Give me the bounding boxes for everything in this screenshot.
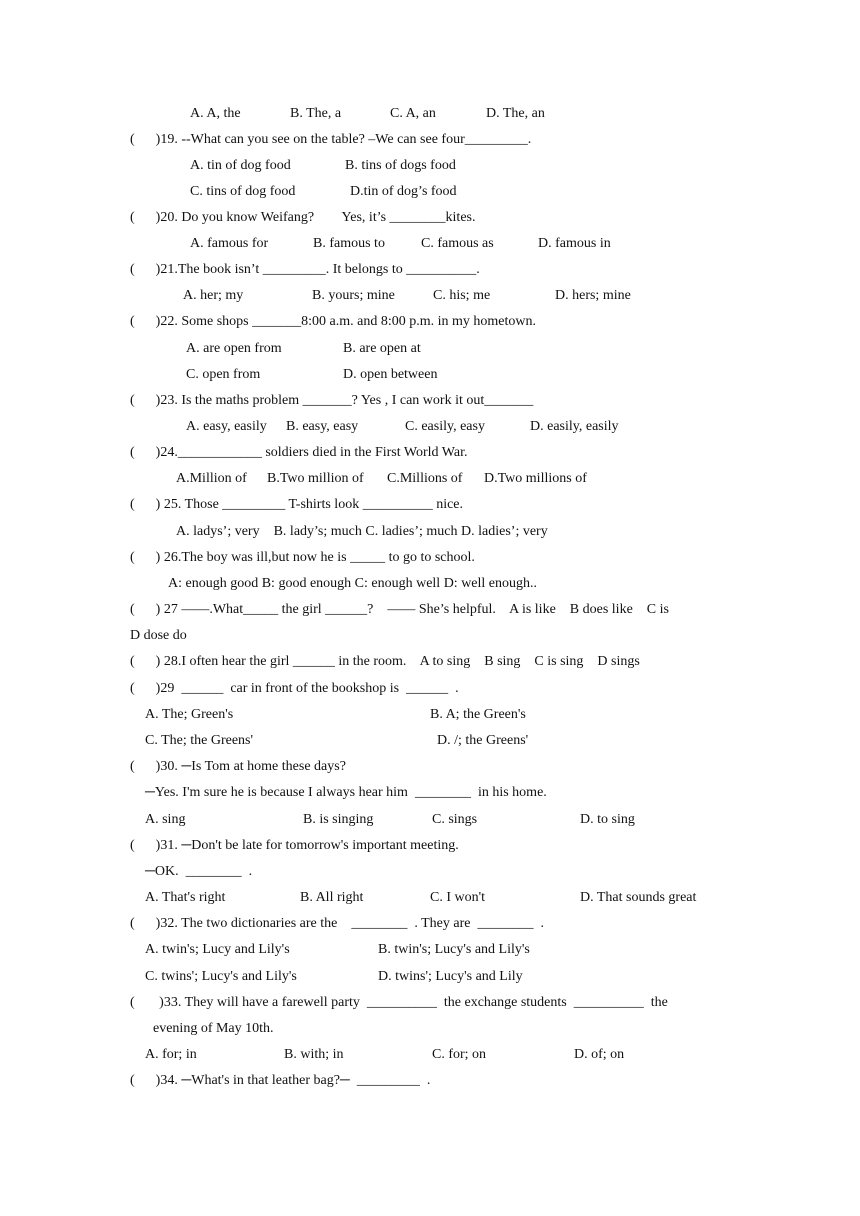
q27-question: ( ) 27 ——.What_____ the girl ______? —— She’s helpful. A is like B does like C is <box>130 602 669 617</box>
q18-option-a: A. A, the <box>190 106 241 121</box>
q33-option-d: D. of; on <box>574 1047 625 1062</box>
q32-option-a: A. twin's; Lucy and Lily's <box>145 942 290 957</box>
q33-option-a: A. for; in <box>145 1047 197 1062</box>
q21-question: ( )21.The book isn’t _________. It belongs to __________. <box>130 262 480 277</box>
q21-option-b: B. yours; mine <box>312 288 395 303</box>
q32-question: ( )32. The two dictionaries are the ________ . They are ________ . <box>130 916 544 931</box>
q22-option-c: C. open from <box>186 367 261 382</box>
q20-option-d: D. famous in <box>538 236 611 251</box>
q29-option-b: B. A; the Green's <box>430 707 526 722</box>
q32-option-d: D. twins'; Lucy's and Lily <box>378 969 523 984</box>
q31-option-d: D. That sounds great <box>580 890 697 905</box>
q33-question: ( )33. They will have a farewell party __________ the exchange students __________ the <box>130 995 668 1010</box>
q19-option-a: A. tin of dog food <box>190 158 291 173</box>
q24-option-d: D.Two millions of <box>484 471 587 486</box>
q19-option-c: C. tins of dog food <box>190 184 296 199</box>
q24-question: ( )24.____________ soldiers died in the First World War. <box>130 445 468 460</box>
q26-options: A: enough good B: good enough C: enough well D: well enough.. <box>168 576 538 591</box>
q18-option-b: B. The, a <box>290 106 342 121</box>
q23-option-d: D. easily, easily <box>530 419 619 434</box>
q23-question: ( )23. Is the maths problem _______? Yes , I can work it out_______ <box>130 393 534 408</box>
q18-option-c: C. A, an <box>390 106 436 121</box>
q23-option-b: B. easy, easy <box>286 419 359 434</box>
q22-question: ( )22. Some shops _______8:00 a.m. and 8:00 p.m. in my hometown. <box>130 314 536 329</box>
q25-question: ( ) 25. Those _________ T-shirts look __________ nice. <box>130 497 464 512</box>
q32-option-b: B. twin's; Lucy's and Lily's <box>378 942 530 957</box>
q20-question: ( )20. Do you know Weifang? Yes, it’s ________kites. <box>130 210 476 225</box>
q31-option-a: A. That's right <box>145 890 226 905</box>
q25-options: A. ladys’; very B. lady’s; much C. ladies’; much D. ladies’; very <box>176 524 548 539</box>
q23-option-a: A. easy, easily <box>186 419 267 434</box>
q30-question: ( )30. ─Is Tom at home these days? <box>130 759 346 774</box>
q30-option-d: D. to sing <box>580 812 635 827</box>
q34-question: ( )34. ─What's in that leather bag?─ _________ . <box>130 1073 431 1088</box>
q20-option-a: A. famous for <box>190 236 269 251</box>
q30-option-b: B. is singing <box>303 812 374 827</box>
q29-question: ( )29 ______ car in front of the bookshop is ______ . <box>130 681 459 696</box>
q21-option-d: D. hers; mine <box>555 288 631 303</box>
q30-option-a: A. sing <box>145 812 186 827</box>
q18-option-d: D. The, an <box>486 106 545 121</box>
q20-option-c: C. famous as <box>421 236 494 251</box>
q20-option-b: B. famous to <box>313 236 385 251</box>
q31-question-line2: ─OK. ________ . <box>145 864 253 879</box>
q31-option-c: C. I won't <box>430 890 486 905</box>
q30-question-line2: ─Yes. I'm sure he is because I always hear him ________ in his home. <box>145 785 547 800</box>
q29-option-a: A. The; Green's <box>145 707 234 722</box>
q28-question: ( ) 28.I often hear the girl ______ in the room. A to sing B sing C is sing D sings <box>130 654 640 669</box>
q24-option-c: C.Millions of <box>387 471 463 486</box>
q29-option-c: C. The; the Greens' <box>145 733 254 748</box>
q19-option-d: D.tin of dog’s food <box>350 184 457 199</box>
q31-question: ( )31. ─Don't be late for tomorrow's important meeting. <box>130 838 459 853</box>
q23-option-c: C. easily, easy <box>405 419 485 434</box>
q29-option-d: D. /; the Greens' <box>437 733 529 748</box>
q27-question-cont: D dose do <box>130 628 187 643</box>
q32-option-c: C. twins'; Lucy's and Lily's <box>145 969 297 984</box>
q26-question: ( ) 26.The boy was ill,but now he is _____ to go to school. <box>130 550 475 565</box>
q33-question-cont: evening of May 10th. <box>153 1021 274 1036</box>
q22-option-d: D. open between <box>343 367 438 382</box>
q30-option-c: C. sings <box>432 812 478 827</box>
q24-option-a: A.Million of <box>176 471 247 486</box>
q33-option-b: B. with; in <box>284 1047 344 1062</box>
q22-option-b: B. are open at <box>343 341 421 356</box>
q33-option-c: C. for; on <box>432 1047 487 1062</box>
q19-option-b: B. tins of dogs food <box>345 158 456 173</box>
q19-question: ( )19. --What can you see on the table? –We can see four_________. <box>130 132 532 147</box>
q21-option-a: A. her; my <box>183 288 244 303</box>
q22-option-a: A. are open from <box>186 341 282 356</box>
q21-option-c: C. his; me <box>433 288 491 303</box>
q24-option-b: B.Two million of <box>267 471 364 486</box>
q31-option-b: B. All right <box>300 890 364 905</box>
